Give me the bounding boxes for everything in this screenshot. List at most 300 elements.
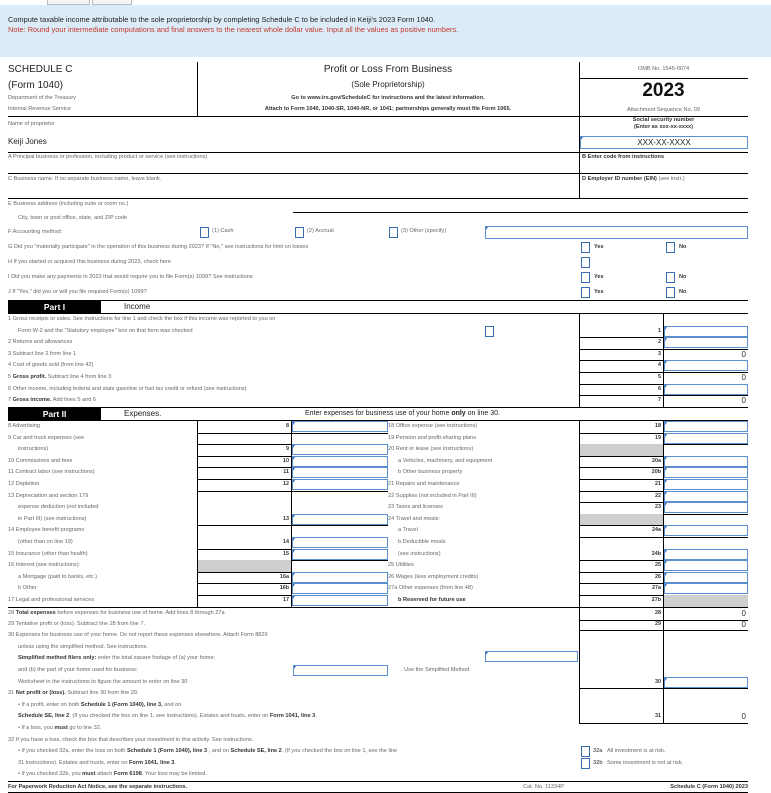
accrual-checkbox[interactable] xyxy=(295,227,304,238)
divider xyxy=(8,152,748,153)
label-text: Some investment is not at risk. xyxy=(607,759,684,766)
label-text: 14 Employee benefit programs xyxy=(8,527,85,534)
label-text: 8 Advertising xyxy=(8,423,41,429)
form-row xyxy=(8,700,748,712)
line-number: 29 xyxy=(579,619,664,632)
schedule-title: SCHEDULE C xyxy=(8,64,73,75)
instruction-note: Note: Round your intermediate computations and final answers to the nearest whole dollar value. Input all the values as positive numbers. xyxy=(8,25,459,34)
amount-cell xyxy=(664,700,748,712)
line-number xyxy=(579,653,664,665)
g-no-label: No xyxy=(679,244,687,250)
label-text: unless using the simplified method. See instructions. xyxy=(18,643,148,650)
amount-cell xyxy=(664,665,748,677)
form-row xyxy=(8,349,748,361)
risk-checkbox[interactable] xyxy=(581,746,590,757)
label-text: 27a Other expenses (from line 48) xyxy=(388,585,473,592)
label-text: enter the total square footage of (a) your home: xyxy=(96,655,216,662)
part1-rows xyxy=(8,314,748,407)
other-label: (3) Other (specify) xyxy=(401,228,447,234)
computed-amount: 0 xyxy=(741,349,746,359)
line-number: 26 xyxy=(579,572,664,585)
label-text: • If a profit, enter on both xyxy=(18,701,81,708)
form-row xyxy=(8,723,748,735)
label-text: • If you checked 32b, you xyxy=(18,771,83,778)
amount-cell xyxy=(664,769,748,781)
line-number: 24b xyxy=(579,549,664,562)
part1-badge: Part I xyxy=(8,301,101,314)
label-text: 31 xyxy=(8,690,16,697)
label-text: Form W-2 and the "Statutory employee" box on that form was checked xyxy=(18,327,193,334)
form-row xyxy=(8,746,748,758)
line-number: 12 xyxy=(197,479,292,492)
cash-checkbox[interactable] xyxy=(200,227,209,238)
row-label xyxy=(8,314,579,326)
line-number: 19 xyxy=(579,433,664,446)
label-text: 10 Commissions and fees xyxy=(8,457,73,464)
amount-input[interactable] xyxy=(292,421,388,432)
form-row xyxy=(8,326,748,338)
label-text: 32b xyxy=(593,759,603,766)
amount-cell xyxy=(664,642,748,654)
label-text: 5 xyxy=(8,373,13,380)
label-text: 22 Supplies (not included in Part III) xyxy=(388,492,477,499)
computed-amount: 0 xyxy=(741,396,746,406)
i-no-checkbox[interactable] xyxy=(666,272,675,283)
label-text: 21 Repairs and maintenance xyxy=(388,480,460,487)
line-number: 23 xyxy=(579,502,664,515)
form-row xyxy=(8,337,748,349)
expense-row xyxy=(8,456,748,468)
label-text: a Mortgage (paid to banks, etc.) xyxy=(18,573,97,580)
catalog-number: Cat. No. 11334P xyxy=(523,784,564,790)
line-number: 10 xyxy=(197,456,292,469)
line-number: 25 xyxy=(579,560,664,573)
amount-input[interactable] xyxy=(664,433,748,444)
expense-row xyxy=(8,525,748,537)
g-yes-label: Yes xyxy=(594,244,604,250)
line-number xyxy=(579,642,664,654)
part2-rows xyxy=(8,421,748,607)
name-label: Name of proprietor xyxy=(8,121,55,127)
label-text: 28 xyxy=(8,610,16,616)
computed-amount: 0 xyxy=(741,609,746,618)
amount-cell xyxy=(664,735,748,747)
part1-header xyxy=(8,300,748,314)
business-address-label: E Business address (including suite or room no.) xyxy=(8,201,129,207)
question-j: J If "Yes," did you or will you file required Form(s) 1099? xyxy=(8,289,147,295)
label-text: instructions) xyxy=(18,446,49,453)
form-row xyxy=(8,384,748,396)
principal-business-label: A Principal business or profession, including product or service (see instructions) xyxy=(8,154,208,160)
amount-input[interactable] xyxy=(292,537,388,548)
accounting-method-label: F Accounting method: xyxy=(8,229,63,235)
label-text: Form 1041, line 3 xyxy=(269,713,316,720)
form-title: Profit or Loss From Business xyxy=(323,64,453,75)
amount-cell xyxy=(664,395,748,408)
ssn-hint: (Enter as xxx-xx-xxxx) xyxy=(633,124,694,130)
line-number: 27b xyxy=(579,595,664,608)
label-text: Add lines 5 and 6 xyxy=(51,397,97,404)
h-checkbox[interactable] xyxy=(581,257,590,268)
instructions-banner xyxy=(0,5,771,57)
ssn-label: Social security number xyxy=(632,117,695,123)
line-number: 20b xyxy=(579,467,664,480)
cash-label: (1) Cash xyxy=(212,228,234,234)
expense-row xyxy=(8,514,748,526)
form-number: (Form 1040) xyxy=(8,80,64,91)
amount-input[interactable] xyxy=(292,514,388,525)
label-text: a Travel xyxy=(398,527,418,534)
label-text: Schedule SE, line 2 xyxy=(230,748,282,755)
form-row xyxy=(8,758,748,770)
risk-checkbox[interactable] xyxy=(581,758,590,769)
ein-hint: (see instr.) xyxy=(656,176,685,182)
amount-input[interactable] xyxy=(664,337,748,348)
label-text: . (If you checked the box on line 1, see instructions). Estates and trusts, enter on xyxy=(69,713,270,720)
label-text: 15 Insurance (other than health) xyxy=(8,550,88,557)
g-no-checkbox[interactable] xyxy=(666,242,675,253)
footer-form-id: Schedule C (Form 1040) 2023 xyxy=(670,784,748,790)
amount-input[interactable] xyxy=(292,456,388,467)
row-label xyxy=(8,700,579,712)
expense-row xyxy=(8,502,748,514)
line-number: 27a xyxy=(579,583,664,596)
instructions-link: Go to www.irs.gov/ScheduleC for instructions and the latest information. xyxy=(291,95,485,101)
expense-label xyxy=(388,595,579,608)
tax-year: 2023 xyxy=(642,80,685,101)
agency: Internal Revenue Service xyxy=(8,106,71,112)
part2-title: Expenses. xyxy=(124,409,162,418)
expense-row xyxy=(8,549,748,561)
amount-input[interactable] xyxy=(292,467,388,478)
label-text: 13 Depreciation and section 179 xyxy=(8,492,89,499)
amount-input[interactable] xyxy=(664,491,748,502)
label-text: , and on xyxy=(207,748,231,755)
amount-input[interactable] xyxy=(664,456,748,467)
label-text: b Deductible meals xyxy=(398,538,446,545)
investment-risk-option[interactable] xyxy=(579,746,748,758)
part2-header xyxy=(8,407,748,421)
label-text: attach xyxy=(95,771,114,778)
expense-row xyxy=(8,583,748,595)
form-row xyxy=(8,677,748,689)
line-number: 15 xyxy=(197,549,292,562)
amount-input[interactable] xyxy=(292,479,388,490)
line-number: 5 xyxy=(579,372,664,385)
amount-cell xyxy=(664,723,748,735)
divider xyxy=(8,198,748,199)
j-no-checkbox[interactable] xyxy=(666,287,675,298)
part2-note-end: on line 30. xyxy=(465,410,500,417)
amount-input[interactable] xyxy=(664,360,748,371)
instruction-text: Compute taxable income attributable to the sole proprietorship by completing Schedule C to be included in Keiji's 2023 Form 1040. xyxy=(8,15,436,24)
line-number: 9 xyxy=(197,444,292,457)
row-label xyxy=(8,653,579,665)
investment-risk-option[interactable] xyxy=(579,758,748,770)
expense-row xyxy=(8,433,748,445)
label-text: 18 Office expense (see instructions) xyxy=(388,423,478,429)
row-label xyxy=(8,735,579,747)
other-method-input[interactable] xyxy=(485,226,748,239)
form-row xyxy=(8,395,748,407)
j-yes-checkbox[interactable] xyxy=(581,287,590,298)
expense-row xyxy=(8,479,748,491)
label-text: 31 instructions). Estates and trusts, enter on xyxy=(18,759,129,766)
expense-row xyxy=(8,491,748,503)
form-row xyxy=(8,607,748,619)
label-text: • If you checked 32a, enter the loss on both xyxy=(18,748,127,755)
amount-input[interactable] xyxy=(664,583,748,594)
label-text: b Other business property xyxy=(398,469,463,476)
label-text: 6 Other income, including federal and state gasoline or fuel tax credit or refund (see instructions) xyxy=(8,385,247,392)
amount-cell xyxy=(664,688,748,700)
address-line[interactable] xyxy=(293,212,748,213)
line-number: 20a xyxy=(579,456,664,469)
amount-input[interactable] xyxy=(292,549,388,560)
line-number: 28 xyxy=(579,608,664,621)
line-number: 16a xyxy=(197,572,292,585)
city-label: City, town or post office, state, and ZIP code xyxy=(18,215,128,221)
business-square-footage-input[interactable] xyxy=(293,665,388,676)
form-row xyxy=(8,688,748,700)
label-text: 11 Contract labor (see instructions) xyxy=(8,469,95,476)
label-text: and (b) the part of your home used for business: xyxy=(18,666,138,673)
business-code-label: B Enter code from instructions xyxy=(582,154,665,160)
form-row xyxy=(8,372,748,384)
label-text: a Vehicles, machinery, and equipment xyxy=(398,457,493,464)
form-row xyxy=(8,314,748,326)
amount-input[interactable] xyxy=(664,549,748,560)
line-number: 13 xyxy=(197,514,292,527)
line-number xyxy=(579,665,664,677)
amount-input[interactable] xyxy=(292,444,388,455)
g-yes-checkbox[interactable] xyxy=(581,242,590,253)
line-number: 22 xyxy=(579,491,664,504)
part2-note: Enter expenses for business use of your home xyxy=(305,410,452,417)
amount-cell[interactable] xyxy=(292,595,388,608)
omb-number: OMB No. 1545-0074 xyxy=(637,66,690,72)
line-number: 4 xyxy=(579,360,664,373)
amount-input[interactable] xyxy=(664,502,748,513)
computed-amount: 0 xyxy=(741,372,746,382)
label-text: 3 Subtract line 2 from line 1 xyxy=(8,350,77,357)
line-number: 6 xyxy=(579,384,664,397)
label-text: Schedule 1 (Form 1040), line 3 xyxy=(126,748,208,755)
label-text: 17 Legal and professional services xyxy=(8,596,95,603)
divider xyxy=(579,78,748,79)
j-yes-label: Yes xyxy=(594,289,604,295)
label-text: Subtract line 4 from line 3 xyxy=(46,373,112,380)
expense-row xyxy=(8,572,748,584)
label-text: 4 Cost of goods sold (from line 42) xyxy=(8,362,94,369)
expense-row xyxy=(8,421,748,433)
row-label xyxy=(8,630,579,642)
amount-input[interactable] xyxy=(664,421,748,432)
amount-input[interactable] xyxy=(664,479,748,490)
statutory-employee-checkbox[interactable] xyxy=(485,326,494,337)
label-text: 12 Depletion xyxy=(8,480,40,487)
other-checkbox[interactable] xyxy=(389,227,398,238)
amount-cell xyxy=(664,314,748,326)
ein-label: D Employer ID number (EIN) xyxy=(582,176,657,182)
form-row xyxy=(8,653,748,665)
label-text: before expenses for business use of home. Add lines 8 through 27a xyxy=(55,610,225,616)
label-text: Schedule SE, line 2 xyxy=(18,713,70,720)
row-label xyxy=(8,769,579,781)
label-text: in Part III) (see instructions) xyxy=(18,515,87,522)
amount-input[interactable] xyxy=(292,583,388,594)
question-g: G Did you "materially participate" in the operation of this business during 2023? If "No," see instructions for limit on losses xyxy=(8,244,309,250)
line-number xyxy=(579,700,664,712)
department: Department of the Treasury xyxy=(8,95,77,101)
label-text: 19 Pension and profit-sharing plans xyxy=(388,434,477,441)
amount-input[interactable] xyxy=(292,595,388,606)
form-row xyxy=(8,735,748,747)
line-number: 30 xyxy=(579,677,664,690)
amount-cell xyxy=(664,630,748,642)
label-text: 26 Wages (less employment credits) xyxy=(388,573,479,580)
line-number xyxy=(579,735,664,747)
label-text: (see instructions) xyxy=(398,550,441,557)
summary-rows xyxy=(8,607,748,781)
label-text: Form 6198 xyxy=(113,771,142,778)
amount-input[interactable] xyxy=(292,572,388,583)
label-text: 25 Utilities xyxy=(388,562,414,569)
label-text: All investment is at risk. xyxy=(607,748,666,755)
label-text: . (If you checked the box on line 1, see the line xyxy=(281,748,398,755)
accrual-label: (2) Accrual xyxy=(307,228,334,234)
line-number: 1 xyxy=(579,326,664,339)
line-number: 8 xyxy=(197,421,292,434)
amount-input[interactable] xyxy=(664,467,748,478)
line-number: 7 xyxy=(579,395,664,408)
label-text: must xyxy=(82,771,96,778)
row-label xyxy=(8,723,579,735)
line-number xyxy=(579,688,664,700)
form-row xyxy=(8,360,748,372)
j-no-label: No xyxy=(679,289,687,295)
line-number xyxy=(579,723,664,735)
form-footer xyxy=(8,781,748,793)
label-text: • If a loss, you xyxy=(18,724,55,731)
label-text: Net profit or (loss). xyxy=(15,690,66,697)
amount-input[interactable] xyxy=(664,384,748,395)
line-number: 11 xyxy=(197,467,292,480)
label-text: 9 Car and truck expenses (see xyxy=(8,434,85,441)
amount-input[interactable] xyxy=(664,560,748,571)
i-no-label: No xyxy=(679,274,687,280)
label-text: 24 Travel and meals: xyxy=(388,515,440,522)
line-number: 24a xyxy=(579,525,664,538)
amount-input[interactable] xyxy=(664,326,748,337)
computed-amount: 0 xyxy=(741,619,746,629)
label-text: Form 1041, line 3 xyxy=(129,759,175,766)
line-number: 16b xyxy=(197,583,292,596)
label-text: . xyxy=(174,759,176,766)
form-row xyxy=(8,769,748,781)
label-text: 16 Interest (see instructions): xyxy=(8,562,81,569)
part2-note-emphasis: only xyxy=(451,410,466,417)
line-number: 2 xyxy=(579,337,664,350)
form-row xyxy=(8,642,748,654)
expense-label xyxy=(8,595,197,608)
line-number xyxy=(579,769,664,781)
label-text: . xyxy=(315,713,317,720)
expense-row xyxy=(8,560,748,572)
home-square-footage-input[interactable] xyxy=(485,651,578,662)
amount-cell xyxy=(664,595,748,608)
line-number: 21 xyxy=(579,479,664,492)
row-label xyxy=(8,746,579,758)
attachment-sequence: Attachment Sequence No. 09 xyxy=(626,107,701,113)
label-text: Gross income. xyxy=(12,397,52,404)
label-text: 23 Taxes and licenses xyxy=(388,504,443,511)
question-h: H If you started or acquired this business during 2023, check here xyxy=(8,259,171,265)
form-row xyxy=(8,665,748,677)
label-text: and on xyxy=(162,701,182,708)
expense-row xyxy=(8,444,748,456)
amount-input[interactable] xyxy=(664,572,748,583)
business-name-label: C Business name. If no separate business name, leave blank. xyxy=(8,176,162,182)
label-text: 32 If you have a loss, check the box that describes your investment in this activity. See instructions. xyxy=(8,736,254,743)
expense-row xyxy=(8,467,748,479)
label-text: Subtract line 30 from line 29. xyxy=(65,690,139,697)
label-text: Worksheet in the instructions to figure the amount to enter on line 30 xyxy=(18,678,188,685)
row-label xyxy=(8,758,579,770)
line-number xyxy=(579,630,664,642)
part1-title: Income xyxy=(124,302,151,311)
computed-amount: 0 xyxy=(741,712,746,722)
part2-badge: Part II xyxy=(8,408,101,421)
label-text: 7 xyxy=(8,397,13,404)
amount-input[interactable] xyxy=(664,525,748,536)
row-label xyxy=(8,665,579,677)
row-label xyxy=(8,395,579,408)
label-text: Total expenses xyxy=(15,610,56,616)
paperwork-notice: For Paperwork Reduction Act Notice, see the separate instructions. xyxy=(8,784,188,790)
proprietor-name: Keiji Jones xyxy=(8,137,47,146)
line-number: 3 xyxy=(579,349,664,362)
simplified-method-note: . Use the Simplified Method xyxy=(401,666,470,673)
label-text: 30 Expenses for business use of your home. Do not report these expenses elsewhere. Attach Form 8829 xyxy=(8,632,268,639)
form-row xyxy=(8,619,748,631)
expense-row xyxy=(8,537,748,549)
label-text: Gross profit. xyxy=(12,373,47,380)
label-text: 29 Tentative profit or (loss). Subtract line 28 from line 7. xyxy=(8,620,146,627)
label-text: (other than on line 19) xyxy=(18,538,73,545)
label-text: . Your loss may be limited. xyxy=(141,771,207,778)
form-row xyxy=(8,630,748,642)
i-yes-checkbox[interactable] xyxy=(581,272,590,283)
label-text: 20 Rent or lease (see instructions) xyxy=(388,446,474,453)
expense-row xyxy=(8,595,748,607)
line-number: 17 xyxy=(197,595,292,608)
label-text: 2 Returns and allowances xyxy=(8,339,73,346)
i-yes-label: Yes xyxy=(594,274,604,280)
ssn-value: XXX-XX-XXXX xyxy=(637,138,691,147)
label-text: 1 Gross receipts or sales. See instructions for line 1 and check the box if this income was reported to you on xyxy=(8,316,276,322)
ssn-input[interactable] xyxy=(580,136,748,149)
label-text: go to line 32. xyxy=(67,724,102,731)
divider xyxy=(8,173,748,174)
risk-label xyxy=(593,758,684,770)
label-text: must xyxy=(54,724,68,731)
label-text: b Reserved for future use xyxy=(398,596,466,603)
line-number xyxy=(579,314,664,326)
risk-label xyxy=(593,746,666,758)
label-text: Schedule 1 (Form 1040), line 3, xyxy=(80,701,163,708)
amount-input[interactable] xyxy=(664,677,748,688)
